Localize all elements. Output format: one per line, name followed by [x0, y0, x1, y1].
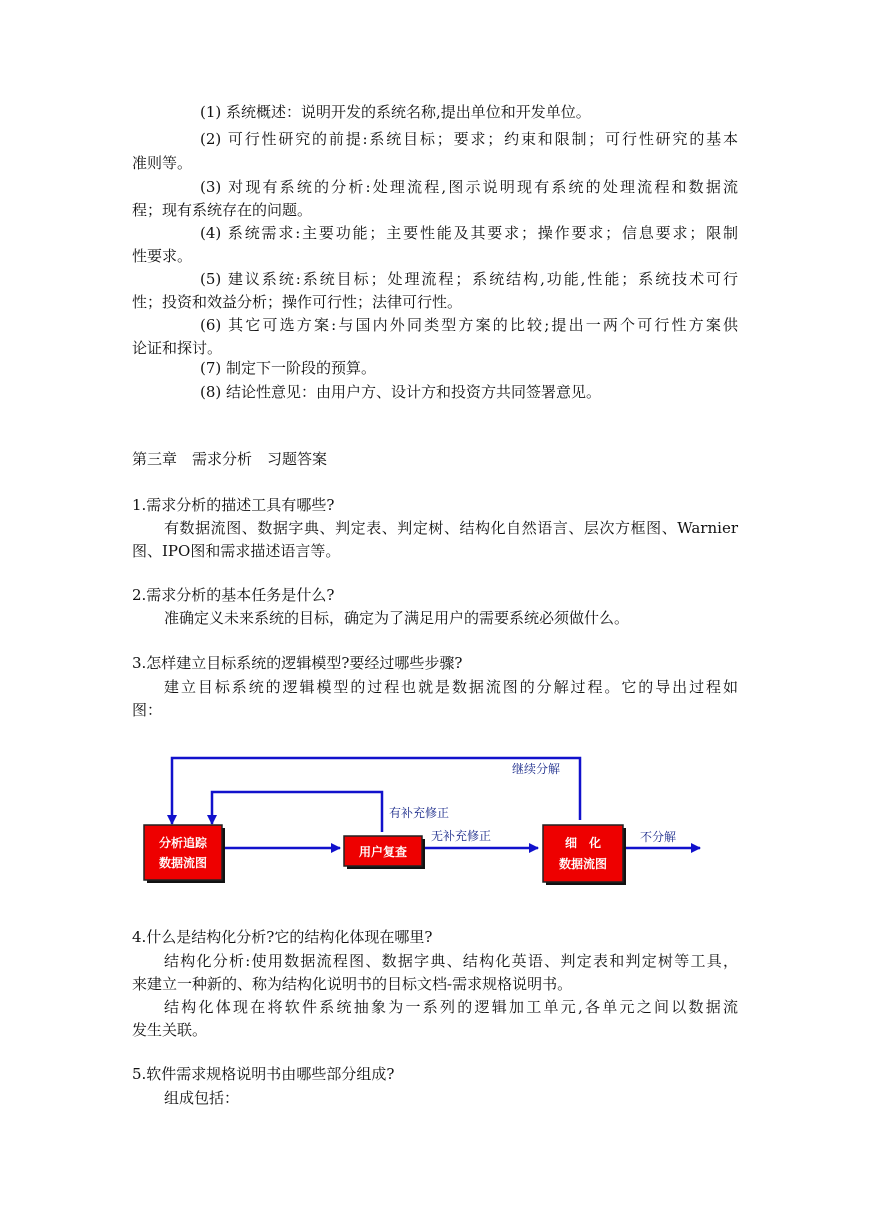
list-item-3-cont: 程；现有系统存在的问题。	[132, 201, 313, 219]
supplement-arrow	[212, 792, 382, 832]
answer-3-line-2: 图：	[132, 701, 163, 719]
box2-label: 用户复查	[358, 845, 408, 859]
list-item-4-cont: 性要求。	[132, 247, 193, 265]
list-item-4: (4) 系统需求:主要功能；主要性能及其要求；操作要求；信息要求；限制	[200, 224, 738, 242]
list-item-8: (8) 结论性意见：由用户方、设计方和投资方共同签署意见。	[200, 383, 602, 401]
box-analyze-dfd	[144, 825, 225, 883]
list-item-3: (3) 对现有系统的分析:处理流程,图示说明现有系统的处理流程和数据流	[200, 178, 738, 196]
answer-4-line-1: 结构化分析:使用数据流程图、数据字典、结构化英语、判定表和判定树等工具，	[164, 952, 738, 970]
label-no-supplement: 无补充修正	[431, 829, 492, 843]
label-with-supplement: 有补充修正	[389, 806, 450, 820]
question-2: 2.需求分析的基本任务是什么?	[132, 586, 335, 604]
box3-label-1: 细 化	[564, 836, 602, 850]
list-item-5: (5) 建议系统:系统目标；处理流程；系统结构,功能,性能；系统技术可行	[200, 270, 738, 288]
label-no-decompose: 不分解	[640, 830, 677, 844]
list-item-5-cont: 性；投资和效益分析；操作可行性；法律可行性。	[132, 293, 463, 311]
box1-label-2: 数据流图	[158, 856, 208, 870]
question-3: 3.怎样建立目标系统的逻辑模型?要经过哪些步骤?	[132, 654, 463, 672]
list-item-1: (1) 系统概述：说明开发的系统名称,提出单位和开发单位。	[200, 103, 591, 121]
question-4: 4.什么是结构化分析?它的结构化体现在哪里?	[132, 928, 433, 946]
list-item-7: (7) 制定下一阶段的预算。	[200, 359, 377, 377]
box3-label-2: 数据流图	[558, 857, 608, 871]
box1-label-1: 分析追踪	[158, 836, 208, 850]
flow-diagram	[130, 748, 720, 898]
list-item-2-cont: 准则等。	[132, 154, 193, 172]
box-user-review	[344, 836, 425, 869]
chapter-title: 第三章 需求分析 习题答案	[132, 450, 328, 468]
question-5: 5.软件需求规格说明书由哪些部分组成?	[132, 1065, 395, 1083]
answer-4-line-4: 发生关联。	[132, 1021, 208, 1039]
box-refine-dfd	[543, 825, 626, 885]
answer-1-line-1: 有数据流图、数据字典、判定表、判定树、结构化自然语言、层次方框图、Warnier	[164, 519, 738, 537]
list-item-6: (6) 其它可选方案:与国内外同类型方案的比较;提出一两个可行性方案供	[200, 316, 738, 334]
question-1: 1.需求分析的描述工具有哪些?	[132, 496, 335, 514]
label-continue-decompose: 继续分解	[512, 762, 561, 776]
answer-1-line-2: 图、IPO图和需求描述语言等。	[132, 542, 341, 560]
answer-2-line-1: 准确定义未来系统的目标，确定为了满足用户的需要系统必须做什么。	[164, 609, 630, 627]
answer-4-line-2: 来建立一种新的、称为结构化说明书的目标文档-需求规格说明书。	[132, 975, 573, 993]
answer-5-line-1: 组成包括：	[164, 1089, 240, 1107]
list-item-2: (2) 可行性研究的前提:系统目标；要求；约束和限制；可行性研究的基本	[200, 130, 738, 148]
list-item-6-cont: 论证和探讨。	[132, 339, 223, 357]
answer-3-line-1: 建立目标系统的逻辑模型的过程也就是数据流图的分解过程。它的导出过程如	[164, 678, 738, 696]
answer-4-line-3: 结构化体现在将软件系统抽象为一系列的逻辑加工单元,各单元之间以数据流	[164, 998, 738, 1016]
